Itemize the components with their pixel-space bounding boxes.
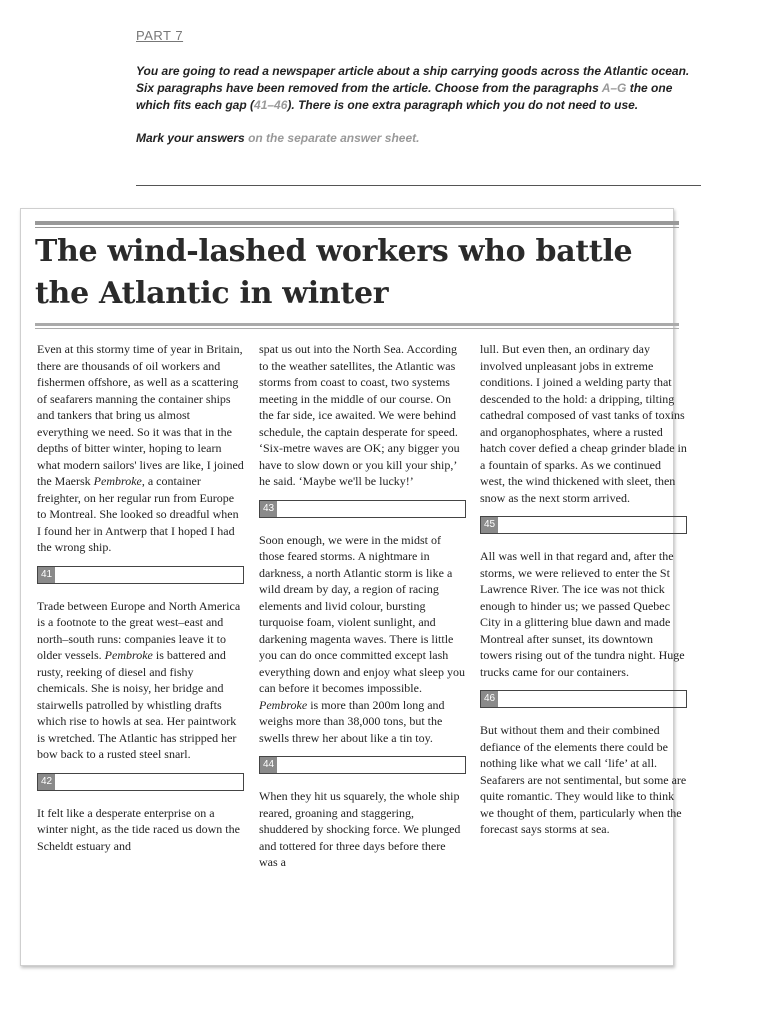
article-paragraph: Trade between Europe and North America is a footnote to the great west–east and north–south runs: companies leave it to older vessels. Pembroke is battered and rusty, reeking of diesel and fishy chemicals. She is noisy, her bridge and stairwells patrolled by whistling drafts which rise to howls at sea. Her paintwork is wretched. The Atlantic has stripped her bow back to a rusted steel snarl. xyxy=(37,598,241,761)
article-clipping xyxy=(20,208,687,966)
mark-text: Mark your answers xyxy=(136,131,249,145)
headline-rule xyxy=(35,323,679,326)
answer-gap-45[interactable] xyxy=(480,516,687,534)
task-header xyxy=(136,28,700,145)
article-paragraph: spat us out into the North Sea. According to the weather satellites, the Atlantic was storms from coast to coast, two systems meeting in the middle of our course. On the far side, ice awaited. We were behind schedule, the captain desperate for speed. ‘Six-metre waves are OK; any bigger you have to slow down or you kill your ship,’ he said. ‘Maybe we'll be lucky!’ xyxy=(259,342,460,488)
article-paragraph: Even at this stormy time of year in Britain, there are thousands of oil workers and fishermen offshore, as well as a scattering of seafarers manning the container ships and tankers that bring us almost everything we need. So it was that in the depths of bitter winter, hoping to learn what modern sailors' lives are like, I joined the Maersk Pembroke, a container freighter, on her regular run from Europe to Montreal. She looked so dreadful when I found her in Antwerp that I hoped I had the wrong ship. xyxy=(37,342,244,554)
gap-number: 46 xyxy=(481,691,498,707)
headline-rule-thin xyxy=(35,328,679,329)
answer-instructions xyxy=(136,131,700,145)
gap-number: 45 xyxy=(481,517,498,533)
article-paragraph: But without them and their combined defiance of the elements there could be nothing like what we call ‘life’ at all. Seafarers are not sentimental, but some are quite romantic. They would like to think we thought of them, particularly when the forecast says storms at sea. xyxy=(480,723,687,836)
gap-number: 44 xyxy=(260,757,277,773)
article-paragraph: When they hit us squarely, the whole ship reared, groaning and staggering, shuddered by shocking force. We plunged and tottered for three days before there was a xyxy=(259,789,461,869)
gap-number: 42 xyxy=(38,774,55,790)
answer-gap-46[interactable] xyxy=(480,690,687,708)
instructions-text: the one which fits each gap ( xyxy=(136,81,673,112)
gap-number: 43 xyxy=(260,501,277,517)
article-paragraph: lull. But even then, an ordinary day involved unpleasant jobs in extreme conditions. I joined a welding party that descended to the hold: a dripping, tilting cathedral composed of vast tanks of toxins and organophosphates, where a rusted hatch cover defied a cheap grinder blade in a fountain of sparks. As we continued west, the wind thickened with sleet, then snow as the next storm arrived. xyxy=(480,342,687,505)
answer-gap-44[interactable] xyxy=(259,756,466,774)
article-paragraph: It felt like a desperate enterprise on a winter night, as the tide raced us down the Scheldt estuary and xyxy=(37,805,240,853)
article-column-3 xyxy=(480,341,687,838)
instructions-text: ). There is one extra paragraph which you do not need to use. xyxy=(287,98,639,112)
header-divider xyxy=(136,185,701,186)
article-column-1 xyxy=(37,341,244,854)
article-paragraph: All was well in that regard and, after the storms, we were relieved to enter the St Lawrence River. The ice was not thick enough to hinder us; we passed Quebec City in a glittering blue dawn and made Montreal after sunset, its downtown towers rising out of the tundra night. Huge trucks came for our containers. xyxy=(480,549,685,679)
gap-number: 41 xyxy=(38,567,55,583)
top-rule-thin xyxy=(35,227,679,228)
answer-sheet-text: on the separate answer sheet. xyxy=(248,131,420,145)
top-rule xyxy=(35,221,679,225)
article-headline: The wind-lashed workers who battle the Atlantic in winter xyxy=(35,234,633,311)
instructions-text: You are going to read a newspaper article about a ship carrying goods across the Atlantic ocean. Six paragraphs have been removed from the article. Choose from the paragraphs xyxy=(136,64,690,95)
paragraph-range: A–G xyxy=(601,81,627,95)
task-instructions xyxy=(136,63,700,114)
part-title: PART 7 xyxy=(136,28,184,43)
article-column-2 xyxy=(259,341,466,871)
answer-gap-42[interactable] xyxy=(37,773,244,791)
gap-range: 41–46 xyxy=(254,98,288,112)
answer-gap-43[interactable] xyxy=(259,500,466,518)
answer-gap-41[interactable] xyxy=(37,566,244,584)
article-paragraph: Soon enough, we were in the midst of those feared storms. A nightmare in darkness, a north Atlantic storm is like a wild dream by day, a region of racing elements and livid colour, bursting turquoise foam, violent sunlight, and darkening magenta waves. There is little you can do once committed except lash everything down and enjoy what sleep you can before it becomes impossible. Pembroke is more than 200m long and weighs more than 38,000 tons, but the swells threw her about like a tin toy. xyxy=(259,532,465,745)
